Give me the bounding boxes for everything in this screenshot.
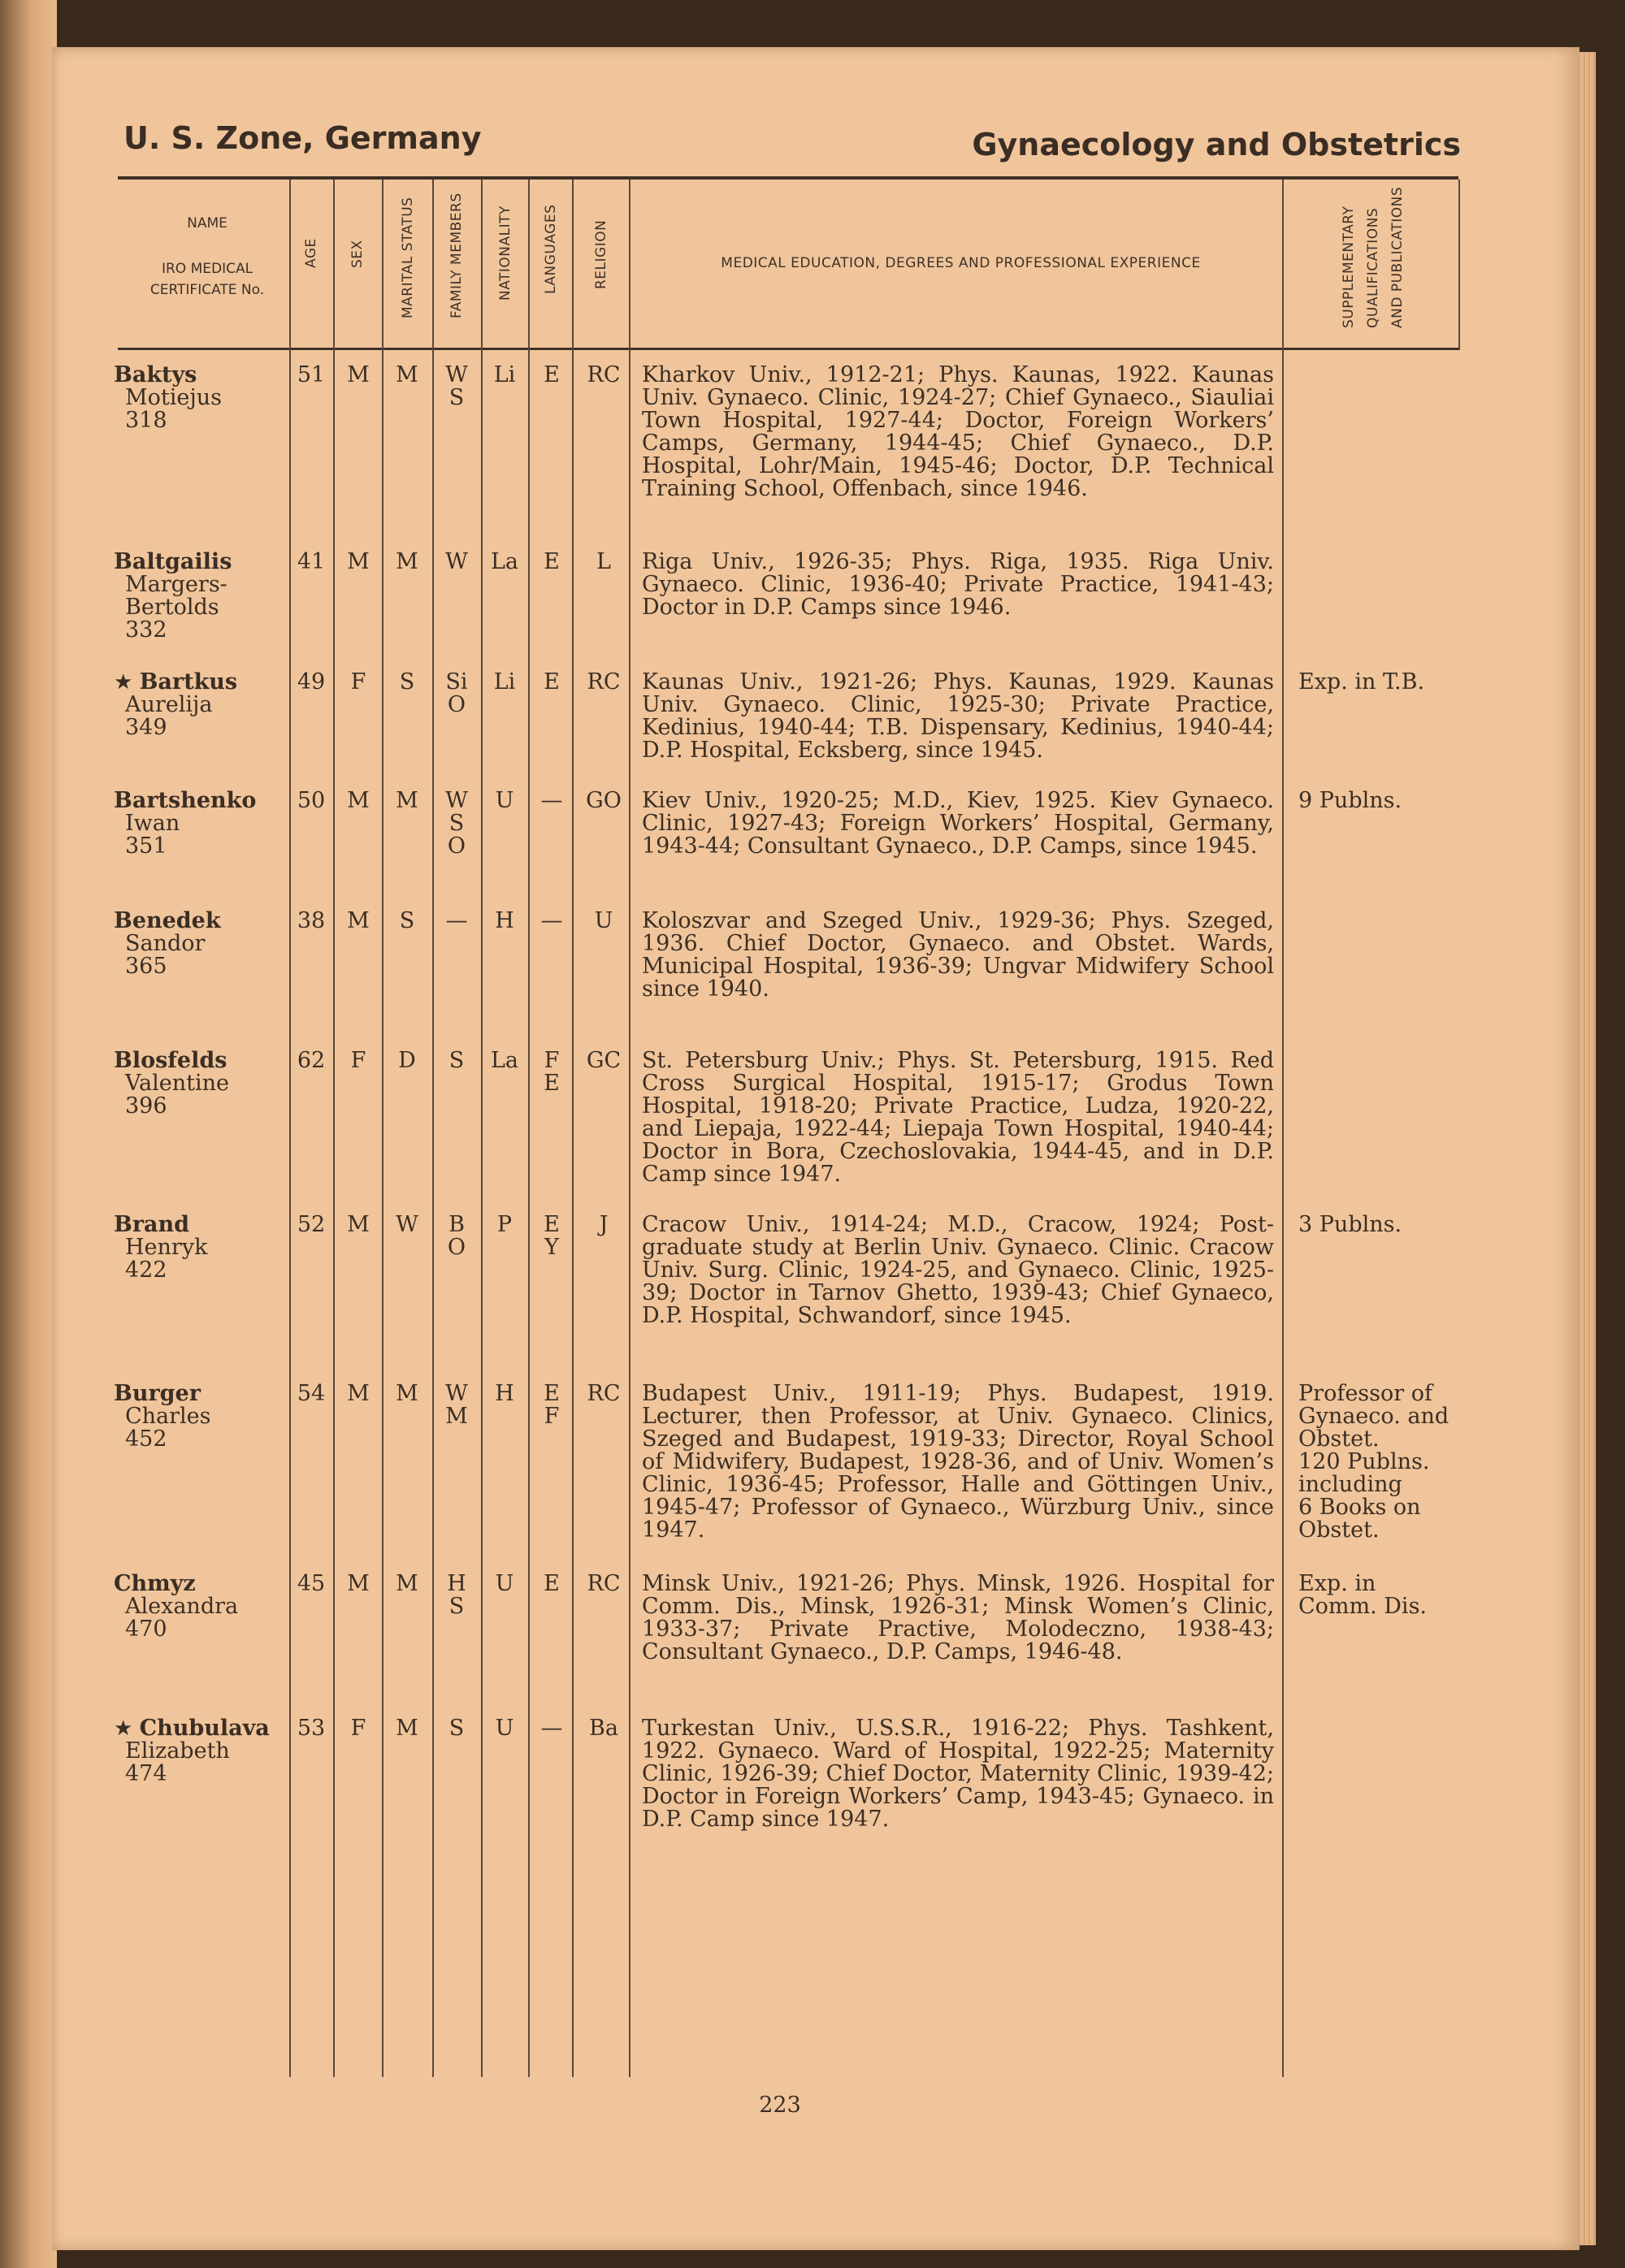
education-cell: Kiev Univ., 1920-25; M.D., Kiev, 1925. Kiev Gynaeco. Clinic, 1927-43; Foreign Workers’ Hospital, Germany, 1943-44; Consultant Gynaeco., D.P. Camps, since 1945. (642, 788, 1274, 859)
languages-cell: E (544, 549, 560, 574)
nationality-cell: P (496, 1212, 513, 1237)
age-cell: 54 (297, 1381, 326, 1406)
certificate-number: 422 (125, 1257, 167, 1283)
education-column-heading: MEDICAL EDUCATION, DEGREES AND PROFESSIONAL EXPERIENCE (721, 255, 1201, 271)
column-rule (1458, 180, 1460, 350)
family-members-cell: W S O (445, 788, 468, 859)
age-cell: 41 (297, 549, 326, 574)
languages-cell: E (544, 362, 560, 387)
education-cell: Kharkov Univ., 1912-21; Phys. Kaunas, 1922. Kaunas Univ. Gynaeco. Clinic, 1924-27; Chief Gynaeco., Siauliai Town Hospital, 1927-44; Doctor, Foreign Workers’ Camps, Germany, 1944-45; Chief Gynaeco., D.P. Hospital, Lohr/Main, 1945-46; Doctor, D.P. Technical Training School, Offenbach, since 1946. (642, 362, 1274, 501)
nationality-cell: Li (493, 362, 516, 387)
certificate-number: 351 (125, 833, 167, 859)
education-cell: Cracow Univ., 1914-24; M.D., Cracow, 1924; Post-graduate study at Berlin Univ. Gynaeco. Clinic. Cracow Univ. Surg. Clinic, 1924-25, and Gynaeco. Clinic, 1925-39; Doctor in Tarnov Ghetto, 1939-43; Chief Gynaeco, D.P. Hospital, Schwandorf, since 1945. (642, 1212, 1274, 1328)
surname: Baktys (114, 362, 197, 387)
marital-status-cell: M (396, 1571, 418, 1596)
religion-cell: RC (587, 669, 621, 695)
first-name: Motiejus (125, 385, 222, 410)
age-column-heading: AGE (303, 238, 319, 268)
column-rule (289, 180, 291, 2077)
supp-heading-line-1: SUPPLEMENTARY (1341, 206, 1357, 328)
education-cell: Minsk Univ., 1921-26; Phys. Minsk, 1926. Hospital for Comm. Dis., Minsk, 1926-31; Minsk Women’s Clinic, 1933-37; Private Practive, Molodeczno, 1938-43; Consultant Gynaeco., D.P. Camps, 1946-48. (642, 1571, 1274, 1664)
certificate-number: 349 (125, 715, 167, 740)
column-rule (572, 180, 574, 2077)
languages-cell: E F (544, 1381, 560, 1429)
name-cell (114, 1214, 294, 1282)
certificate-number: 365 (125, 954, 167, 979)
nationality-cell: H (495, 1381, 514, 1406)
age-cell: 45 (297, 1571, 326, 1596)
certificate-number: 470 (125, 1617, 167, 1642)
family-members-cell: B O (447, 1212, 466, 1260)
name-cell (114, 671, 294, 739)
certificate-number: 332 (125, 617, 167, 643)
name-cell (114, 910, 294, 978)
languages-cell: — (540, 788, 563, 813)
marital-status-cell: S (399, 908, 415, 933)
certificate-number: 396 (125, 1093, 167, 1119)
languages-cell: E (544, 669, 560, 695)
header-top-rule (118, 176, 1458, 180)
education-cell: Koloszvar and Szeged Univ., 1929-36; Phys. Szeged, 1936. Chief Doctor, Gynaeco. and Obstet. Wards, Municipal Hospital, 1936-39; Ungvar Midwifery School since 1940. (642, 908, 1274, 1002)
name-heading-line: NAME (187, 215, 228, 232)
first-name: Valentine (125, 1071, 229, 1096)
supplementary-cell: Exp. in T.B. (1298, 669, 1425, 695)
running-header-left: U. S. Zone, Germany (124, 120, 482, 156)
column-rule (333, 180, 335, 2077)
nationality-cell: H (495, 908, 514, 933)
religion-column-heading: RELIGION (593, 219, 609, 289)
certificate-number: 452 (125, 1426, 167, 1452)
column-rule (629, 180, 630, 2077)
running-header-right: Gynaecology and Obstetrics (972, 127, 1461, 162)
languages-cell: — (540, 1716, 563, 1741)
nationality-cell: U (495, 1571, 514, 1596)
family-members-cell: W (445, 549, 468, 574)
supp-heading-line-2: QUALIFICATIONS (1365, 207, 1381, 328)
sex-cell: M (347, 549, 370, 574)
religion-cell: RC (587, 1571, 621, 1596)
age-cell: 49 (297, 669, 326, 695)
column-rule (1282, 180, 1284, 2077)
surname: Chmyz (114, 1571, 196, 1596)
age-cell: 53 (297, 1716, 326, 1741)
religion-cell: GC (586, 1048, 622, 1073)
name-cell (114, 1383, 294, 1451)
marital-status-cell: D (398, 1048, 416, 1073)
nationality-cell: Li (493, 669, 516, 695)
languages-cell: F E (544, 1048, 560, 1096)
family-members-cell: Si O (445, 669, 468, 717)
name-column-heading (122, 213, 292, 301)
family-members-cell: S (448, 1716, 465, 1741)
age-cell: 62 (297, 1048, 326, 1073)
header-bottom-rule (118, 348, 1458, 350)
column-rule (481, 180, 483, 2077)
surname: Blosfelds (114, 1048, 228, 1073)
family-column-heading: FAMILY MEMBERS (448, 193, 465, 318)
nationality-column-heading: NATIONALITY (497, 206, 514, 301)
surname: Burger (114, 1381, 201, 1406)
family-members-cell: W M (445, 1381, 468, 1429)
certificate-number: 318 (125, 408, 167, 433)
supplementary-cell: Professor of Gynaeco. and Obstet. 120 Publns. including 6 Books on Obstet. (1298, 1381, 1450, 1543)
supplementary-cell: Exp. in Comm. Dis. (1298, 1571, 1428, 1619)
marital-status-cell: M (396, 549, 418, 574)
nationality-cell: La (490, 1048, 519, 1073)
family-members-cell: S (448, 1048, 465, 1073)
star-icon: ★ (114, 1716, 140, 1741)
sex-cell: M (347, 1381, 370, 1406)
name-cell (114, 1717, 294, 1785)
languages-cell: E (544, 1571, 560, 1596)
education-cell: Riga Univ., 1926-35; Phys. Riga, 1935. Riga Univ. Gynaeco. Clinic, 1936-40; Private Practice, 1941-43; Doctor in D.P. Camps since 1946. (642, 549, 1274, 620)
name-cell (114, 364, 294, 432)
religion-cell: RC (587, 362, 621, 387)
religion-cell: GO (586, 788, 622, 813)
nationality-cell: U (495, 1716, 514, 1741)
first-name: Henryk (125, 1235, 208, 1260)
languages-cell: E Y (544, 1212, 560, 1260)
age-cell: 50 (297, 788, 326, 813)
surname: Bartkus (139, 669, 238, 695)
surname: Baltgailis (114, 549, 232, 574)
first-name: Elizabeth (125, 1738, 230, 1764)
marital-status-cell: S (399, 669, 415, 695)
first-name: Sandor (125, 931, 206, 956)
languages-cell: — (540, 908, 563, 933)
marital-status-cell: M (396, 362, 418, 387)
name-cell (114, 790, 294, 858)
education-cell: St. Petersburg Univ.; Phys. St. Petersburg, 1915. Red Cross Surgical Hospital, 1915-17; Grodus Town Hospital, 1918-20; Private Practice, Ludza, 1920-22, and Liepaja, 1922-44; Liepaja Town Hospital, 1940-44; Doctor in Bora, Czechoslovakia, 1944-45, and in D.P. Camp since 1947. (642, 1048, 1274, 1187)
age-cell: 52 (297, 1212, 326, 1237)
languages-column-heading: LANGUAGES (543, 204, 559, 294)
age-cell: 38 (297, 908, 326, 933)
first-name: Margers- Bertolds (125, 572, 228, 620)
name-cell (114, 1050, 294, 1118)
religion-cell: RC (587, 1381, 621, 1406)
family-members-cell: H S (447, 1571, 466, 1619)
sex-cell: M (347, 1212, 370, 1237)
column-rule (528, 180, 530, 2077)
sex-cell: F (350, 1048, 366, 1073)
marital-status-cell: M (396, 1381, 418, 1406)
sex-cell: M (347, 362, 370, 387)
surname: Brand (114, 1212, 190, 1237)
nationality-cell: U (495, 788, 514, 813)
age-cell: 51 (297, 362, 326, 387)
family-members-cell: — (445, 908, 468, 933)
sex-cell: M (347, 908, 370, 933)
column-rule (432, 180, 434, 2077)
marital-column-heading: MARITAL STATUS (400, 197, 416, 318)
name-cell (114, 1573, 294, 1641)
education-cell: Kaunas Univ., 1921-26; Phys. Kaunas, 1929. Kaunas Univ. Gynaeco. Clinic, 1925-30; Private Practice, Kedinius, 1940-44; T.B. Dispensary, Kedinius, 1940-44; D.P. Hospital, Ecksberg, since 1945. (642, 669, 1274, 763)
sex-cell: M (347, 1571, 370, 1596)
family-members-cell: W S (445, 362, 468, 410)
marital-status-cell: M (396, 788, 418, 813)
education-cell: Turkestan Univ., U.S.S.R., 1916-22; Phys. Tashkent, 1922. Gynaeco. Ward of Hospital, 1922-25; Maternity Clinic, 1926-39; Chief Doctor, Maternity Clinic, 1939-42; Doctor in Foreign Workers’ Camp, 1943-45; Gynaeco. in D.P. Camp since 1947. (642, 1716, 1274, 1832)
nationality-cell: La (490, 549, 519, 574)
surname: Benedek (114, 908, 221, 933)
religion-cell: U (594, 908, 613, 933)
supplementary-cell: 3 Publns. (1298, 1212, 1402, 1237)
book-spine-left (0, 0, 57, 2268)
supplementary-cell: 9 Publns. (1298, 788, 1402, 813)
certificate-number: 474 (125, 1761, 167, 1786)
first-name: Charles (125, 1404, 211, 1429)
religion-cell: J (599, 1212, 609, 1237)
supp-heading-line-3: AND PUBLICATIONS (1389, 186, 1406, 328)
sex-cell: F (350, 1716, 366, 1741)
education-cell: Budapest Univ., 1911-19; Phys. Budapest, 1919. Lecturer, then Professor, at Univ. Gynaeco. Clinics, Szeged and Budapest, 1919-33; Director, Royal School of Midwifery, Budapest, 1928-36, and of Univ. Women’s Clinic, 1936-45; Professor, Halle and Göttingen Univ., 1945-47; Professor of Gynaeco., Würzburg Univ., since 1947. (642, 1381, 1274, 1543)
cert-heading-line-2: CERTIFICATE No. (150, 282, 265, 298)
sex-cell: M (347, 788, 370, 813)
religion-cell: Ba (589, 1716, 618, 1741)
cert-heading-line: IRO MEDICAL (161, 261, 254, 277)
religion-cell: L (596, 549, 611, 574)
page-number: 223 (759, 2093, 801, 2118)
first-name: Iwan (125, 811, 180, 836)
surname: Bartshenko (114, 788, 257, 813)
star-icon: ★ (114, 670, 140, 695)
sex-column-heading: SEX (349, 240, 366, 268)
first-name: Alexandra (125, 1594, 239, 1619)
surname: Chubulava (139, 1716, 270, 1741)
column-rule (382, 180, 384, 2077)
first-name: Aurelija (125, 692, 213, 717)
sex-cell: F (350, 669, 366, 695)
marital-status-cell: M (396, 1716, 418, 1741)
marital-status-cell: W (396, 1212, 418, 1237)
name-cell (114, 551, 294, 642)
